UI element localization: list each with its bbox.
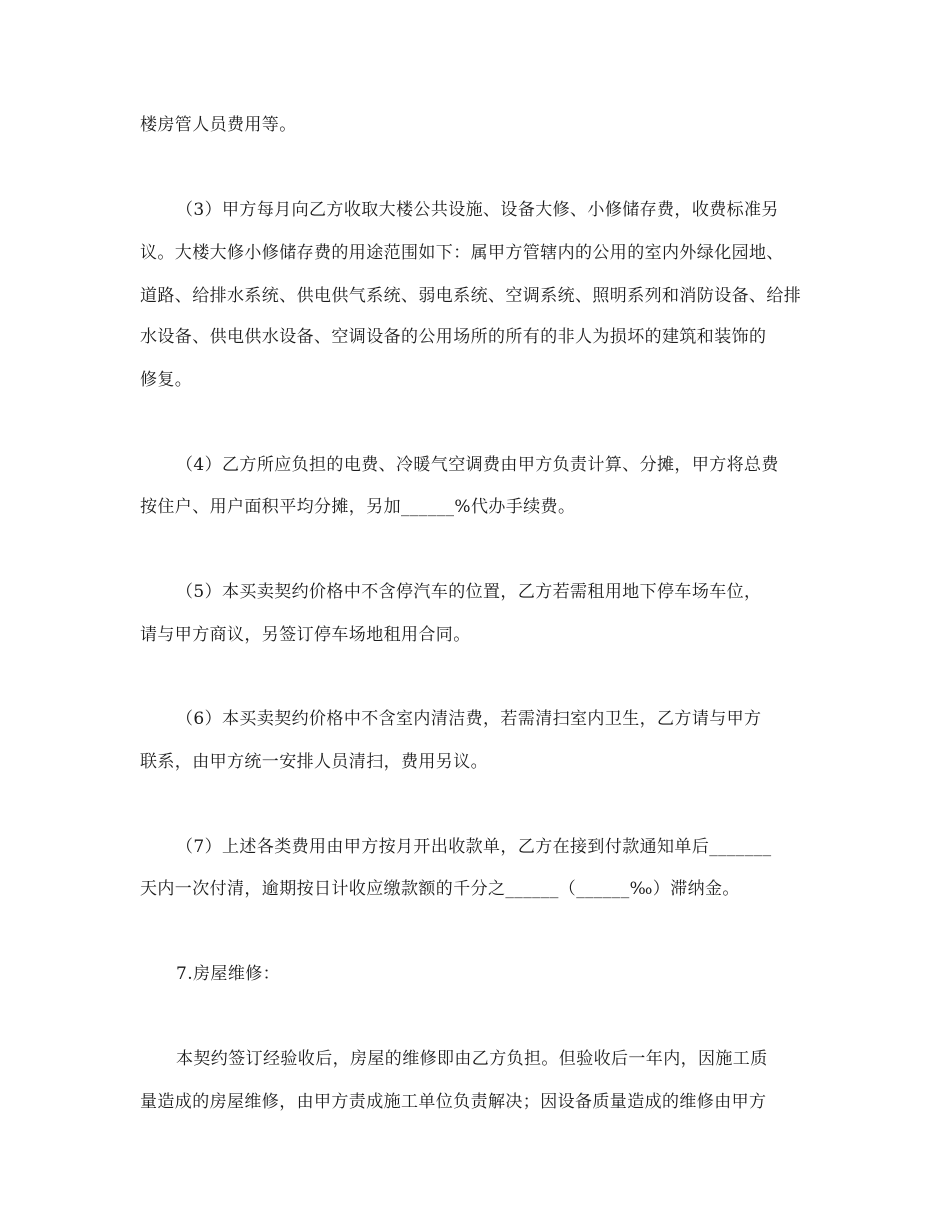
paragraph-5-line-2: 请与甲方商议，另签订停车场地租用合同。 — [140, 625, 471, 645]
text-line: 楼房管人员费用等。 — [140, 115, 297, 135]
paragraph-3-line-1: （3）甲方每月向乙方收取大楼公共设施、设备大修、小修储存费，收费标准另 — [176, 200, 779, 220]
repair-paragraph-line-2: 量造成的房屋维修，由甲方责成施工单位负责解决；因设备质量造成的维修由甲方 — [140, 1092, 767, 1112]
paragraph-5-line-1: （5）本买卖契约价格中不含停汽车的位置，乙方若需租用地下停车场车位， — [176, 582, 762, 602]
paragraph-4-line-2: 按住户、用户面积平均分摊，另加______%代办手续费。 — [140, 497, 576, 517]
paragraph-3-line-2: 议。大楼大修小修储存费的用途范围如下：属甲方管辖内的公用的室内外绿化园地、 — [140, 243, 784, 263]
section-heading: 7.房屋维修： — [176, 964, 281, 984]
paragraph-7-line-1: （7）上述各类费用由甲方按月开出收款单，乙方在接到付款通知单后_______ — [176, 837, 772, 857]
paragraph-3-line-3: 道路、给排水系统、供电供气系统、弱电系统、空调系统、照明系列和消防设备、给排 — [140, 286, 802, 306]
paragraph-3-line-5: 修复。 — [140, 370, 193, 390]
paragraph-7-line-2: 天内一次付清，逾期按日计收应缴款额的千分之______（______‰）滞纳金。 — [140, 879, 740, 899]
paragraph-6-line-1: （6）本买卖契约价格中不含室内清洁费，若需清扫室内卫生，乙方请与甲方 — [176, 709, 762, 729]
paragraph-3-line-4: 水设备、供电供水设备、空调设备的公用场所的所有的非人为损坏的建筑和装饰的 — [140, 327, 767, 347]
paragraph-4-line-1: （4）乙方所应负担的电费、冷暖气空调费由甲方负责计算、分摊，甲方将总费 — [176, 455, 779, 475]
paragraph-6-line-2: 联系，由甲方统一安排人员清扫，费用另议。 — [140, 752, 488, 772]
repair-paragraph-line-1: 本契约签订经验收后，房屋的维修即由乙方负担。但验收后一年内，因施工质 — [176, 1049, 768, 1069]
